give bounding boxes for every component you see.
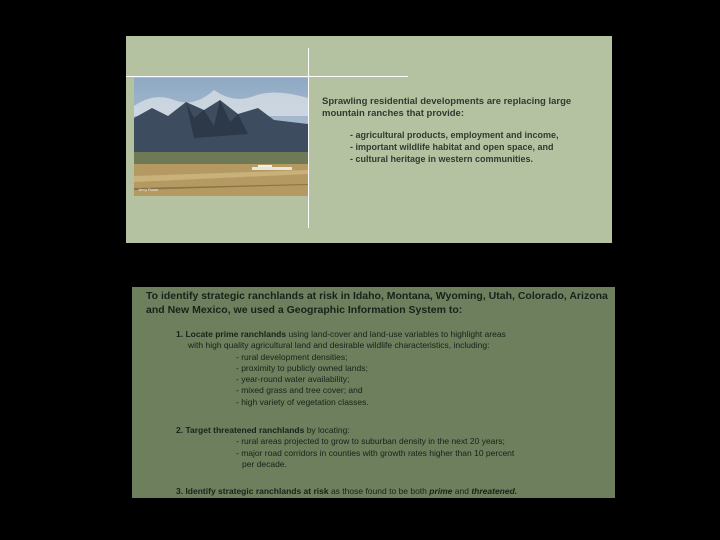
step-2-criteria-list — [236, 436, 596, 470]
step-1-text: using land-cover and land-use variables to highlight areas — [286, 329, 506, 339]
step-3 — [176, 486, 606, 497]
list-item: - year-round water availability; — [236, 374, 350, 385]
ranch-services-list — [350, 129, 610, 165]
list-item: - high variety of vegetation classes. — [236, 396, 369, 407]
horizontal-divider — [126, 76, 408, 77]
gis-intro-text: To identify strategic ranchlands at risk in Idaho, Montana, Wyoming, Utah, Colorado, Arizona and New Mexico, we used a Geographic Information System to: — [146, 290, 608, 316]
mountain-ranch-photo — [134, 78, 308, 196]
step-2-text: by locating: — [304, 425, 350, 435]
step-1-text-cont: with high quality agricultural land and desirable wildlife characteristics, including: — [188, 340, 490, 351]
photo-credit: Jerry Rowe — [138, 187, 159, 192]
list-item: - proximity to publicly owned lands; — [236, 362, 368, 373]
list-item: - rural development densities; — [236, 351, 348, 362]
step-1-criteria-list — [236, 352, 596, 408]
vertical-divider — [308, 48, 309, 228]
ranch-intro-text: Sprawling residential developments are replacing large mountain ranches that provide: — [322, 96, 572, 119]
list-item: - important wildlife habitat and open space, and — [350, 142, 554, 152]
list-item: - agricultural products, employment and income, — [350, 130, 559, 140]
list-item: - mixed grass and tree cover; and — [236, 385, 363, 396]
list-item: - major road corridors in counties with growth rates higher than 10 percent — [236, 447, 515, 458]
step-3-prime: prime — [429, 486, 453, 496]
step-3-title: 3. Identify strategic ranchlands at risk — [176, 486, 329, 496]
step-2-title: 2. Target threatened ranchlands — [176, 425, 305, 435]
step-1 — [176, 329, 596, 408]
step-3-threatened: threatened. — [471, 486, 518, 496]
list-item: - rural areas projected to grow to suburban density in the next 20 years; — [236, 436, 505, 447]
list-item: - cultural heritage in western communities. — [350, 154, 534, 164]
step-3-and: and — [452, 486, 472, 496]
list-item: per decade. — [242, 458, 287, 469]
bottom-panel — [132, 287, 615, 498]
step-2 — [176, 425, 596, 470]
step-1-title: 1. Locate prime ranchlands — [176, 329, 287, 339]
step-3-text: as those found to be both — [328, 486, 430, 496]
top-panel — [126, 36, 612, 243]
